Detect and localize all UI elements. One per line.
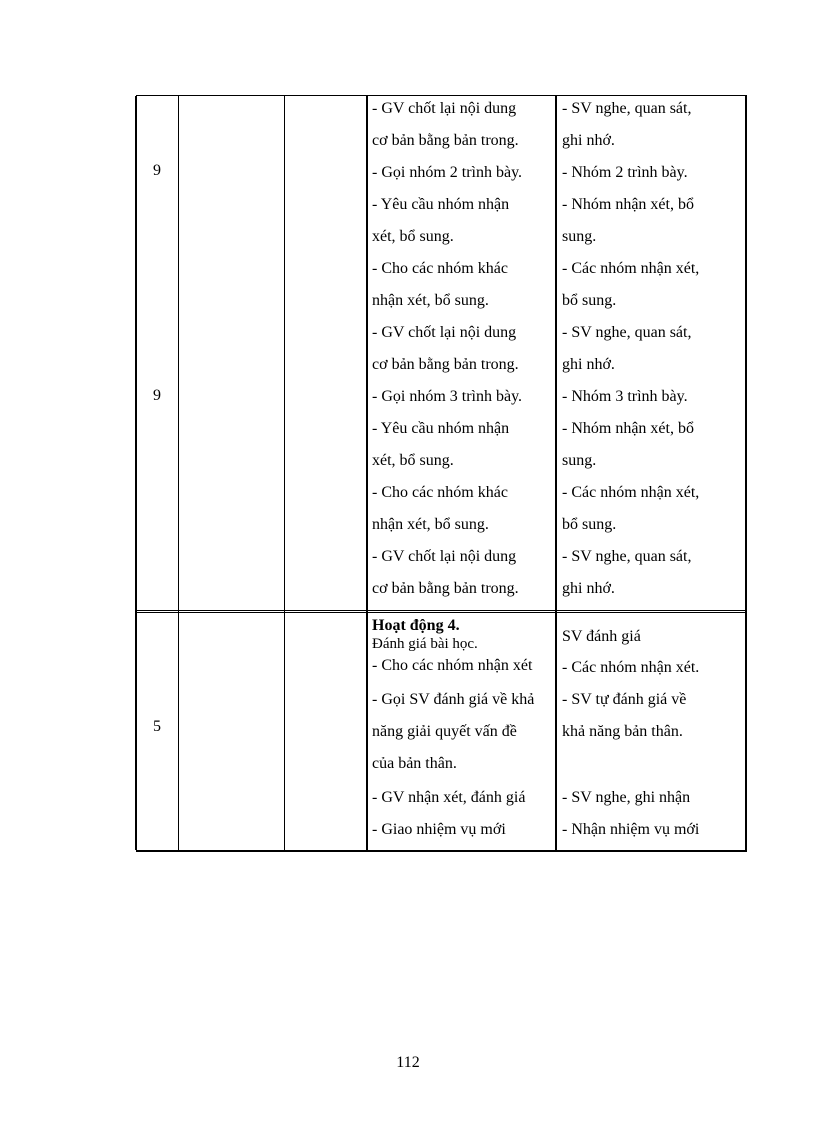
student-activity-text: - Các nhóm nhận xét, [562, 260, 700, 277]
student-activity-text: - Nhóm nhận xét, bổ [562, 420, 694, 437]
time-cell: 9 [153, 387, 161, 404]
teacher-activity-text: - Yêu cầu nhóm nhận [372, 420, 510, 437]
teacher-activity-text: cơ bản bằng bản trong. [372, 356, 519, 373]
student-activity-text: - Nhận nhiệm vụ mới [562, 821, 700, 838]
teacher-activity-text: - Gọi nhóm 2 trình bày. [372, 164, 523, 181]
teacher-activity-text: - Cho các nhóm khác [372, 260, 508, 277]
student-activity-text: - SV nghe, quan sát, [562, 100, 692, 117]
teacher-activity-text: cơ bản bằng bản trong. [372, 132, 519, 149]
row-separator [136, 610, 747, 613]
time-cell: 9 [153, 162, 161, 179]
student-activity-text: - SV tự đánh giá về [562, 691, 687, 708]
student-activity-text: - SV nghe, ghi nhận [562, 789, 691, 806]
teacher-activity-text: nhận xét, bổ sung. [372, 292, 489, 309]
teacher-activity-text: cơ bản bằng bản trong. [372, 580, 519, 597]
teacher-activity-text: - GV chốt lại nội dung [372, 324, 517, 341]
teacher-activity-text: của bản thân. [372, 755, 457, 772]
student-activity-text: bổ sung. [562, 292, 617, 309]
teacher-activity-text: - Cho các nhóm khác [372, 484, 508, 501]
teacher-activity-text: - Giao nhiệm vụ mới [372, 821, 506, 838]
student-activity-text: - Nhóm 2 trình bày. [562, 164, 688, 181]
student-activity-text: sung. [562, 228, 597, 245]
table-border-left [135, 96, 137, 850]
student-activity-text: - SV nghe, quan sát, [562, 548, 692, 565]
student-activity-text: bổ sung. [562, 516, 617, 533]
page-number: 112 [396, 1054, 420, 1071]
student-activity-text: - Các nhóm nhận xét. [562, 659, 700, 676]
student-activity-text: - Nhóm nhận xét, bổ [562, 196, 694, 213]
student-activity-text: ghi nhớ. [562, 356, 615, 373]
student-activity-text: - SV nghe, quan sát, [562, 324, 692, 341]
lesson-plan-table [136, 95, 747, 852]
teacher-activity-text: - GV nhận xét, đánh giá [372, 789, 526, 806]
activity-heading: Hoạt động 4. [372, 617, 460, 634]
column-divider [178, 96, 179, 850]
teacher-activity-text: xét, bổ sung. [372, 228, 454, 245]
student-activity-text: sung. [562, 452, 597, 469]
student-activity-text: SV đánh giá [562, 628, 641, 645]
student-activity-text: khả năng bản thân. [562, 723, 683, 740]
student-activity-text: ghi nhớ. [562, 580, 615, 597]
activity-subheading: Đánh giá bài học. [372, 636, 478, 652]
teacher-activity-text: - Gọi nhóm 3 trình bày. [372, 388, 523, 405]
time-cell: 5 [153, 718, 161, 735]
student-activity-text: - Nhóm 3 trình bày. [562, 388, 688, 405]
teacher-activity-text: - GV chốt lại nội dung [372, 100, 517, 117]
column-divider [366, 96, 368, 850]
column-divider [284, 96, 285, 850]
teacher-activity-text: - Gọi SV đánh giá về khả [372, 691, 535, 708]
teacher-activity-text: xét, bổ sung. [372, 452, 454, 469]
student-activity-text: ghi nhớ. [562, 132, 615, 149]
teacher-activity-text: - GV chốt lại nội dung [372, 548, 517, 565]
teacher-activity-text: - Yêu cầu nhóm nhận [372, 196, 510, 213]
teacher-activity-text: - Cho các nhóm nhận xét [372, 657, 533, 674]
teacher-activity-text: nhận xét, bổ sung. [372, 516, 489, 533]
column-divider [555, 96, 557, 850]
teacher-activity-text: năng giải quyết vấn đề [372, 723, 517, 740]
table-border-right [745, 96, 747, 850]
student-activity-text: - Các nhóm nhận xét, [562, 484, 700, 501]
